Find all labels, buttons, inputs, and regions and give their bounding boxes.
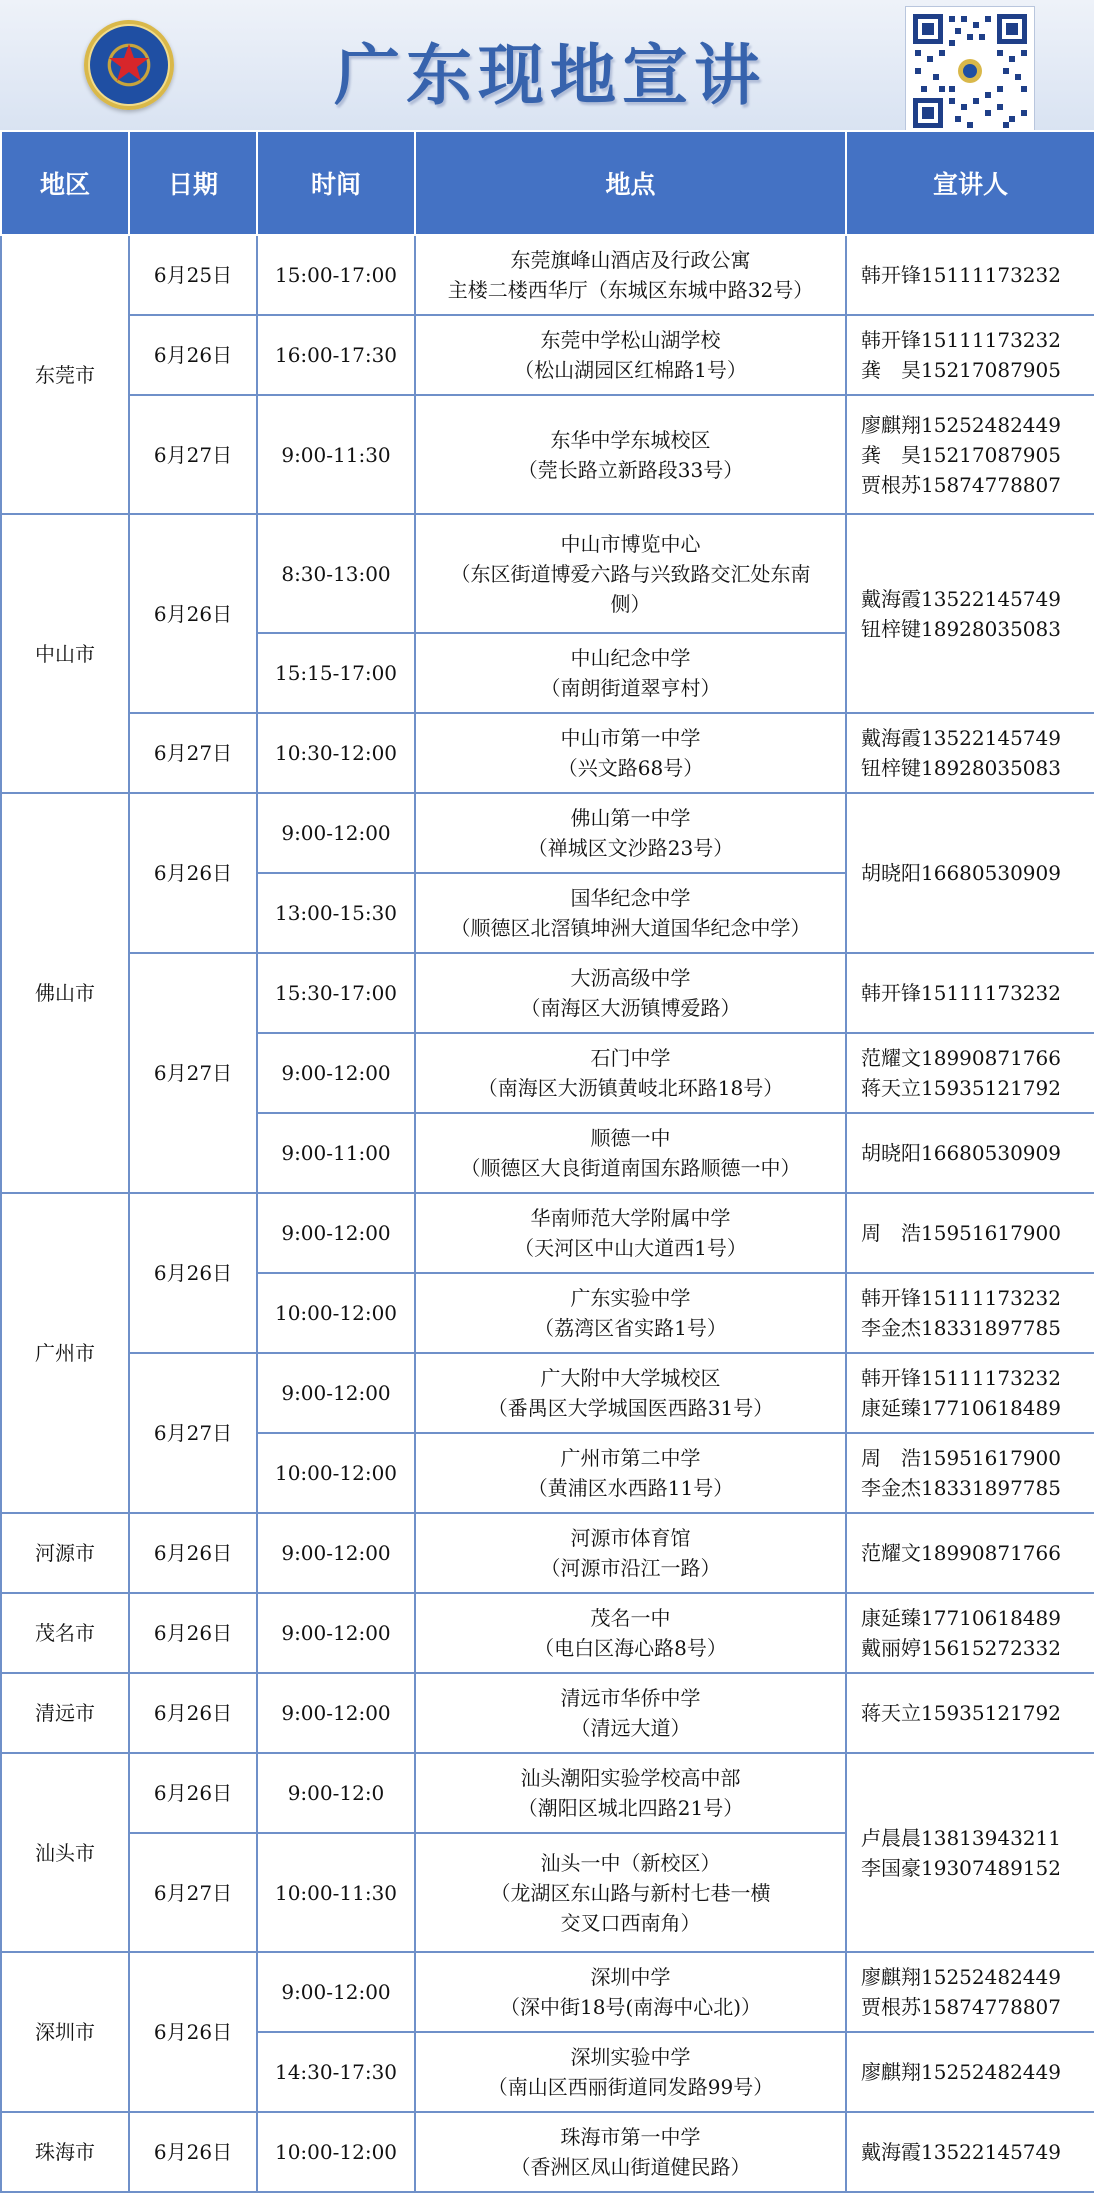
place-name: 中山市博览中心	[560, 531, 701, 556]
speaker-cell	[846, 2032, 1094, 2112]
place-cell	[415, 1513, 846, 1593]
time-cell: 16:00-17:30	[257, 315, 415, 395]
speaker: 贾根苏15874778807	[861, 1995, 1061, 2019]
speaker-cell	[846, 713, 1094, 793]
speaker-cell	[846, 1952, 1094, 2032]
column-header: 地点	[415, 131, 846, 235]
place-cell	[415, 873, 846, 953]
place-address: （莞长路立新路段33号）	[517, 457, 744, 482]
place-address: （清远大道）	[570, 1716, 691, 1740]
time-cell: 9:00-12:00	[257, 1593, 415, 1673]
speaker: 廖麒翔15252482449	[861, 1965, 1061, 1989]
time-cell: 15:15-17:00	[257, 633, 415, 713]
banner	[0, 0, 1094, 130]
place-address: （电白区海心路8号）	[534, 1636, 727, 1660]
date-cell: 6月26日	[129, 2112, 257, 2192]
place-name: 广大附中大学城校区	[540, 1366, 721, 1390]
speaker: 周 浩15951617900	[861, 1221, 1061, 1245]
speaker: 龚 昊15217087905	[861, 442, 1061, 467]
table-row	[1, 395, 1094, 514]
place-name: 东华中学东城校区	[550, 427, 711, 452]
region-cell: 佛山市	[1, 793, 129, 1193]
table-row	[1, 235, 1094, 315]
speaker: 戴海霞13522145749	[861, 586, 1061, 611]
date-cell: 6月26日	[129, 1593, 257, 1673]
place-address: （顺德区大良街道南国东路顺德一中）	[460, 1156, 801, 1180]
place-name: 广东实验中学	[570, 1286, 691, 1310]
speaker-cell	[846, 395, 1094, 514]
table-row	[1, 1593, 1094, 1673]
time-cell: 10:00-12:00	[257, 2112, 415, 2192]
speaker-cell	[846, 1753, 1094, 1952]
place-name: 中山市第一中学	[560, 726, 701, 750]
place-address: 交叉口西南角）	[560, 1910, 701, 1935]
place-cell	[415, 315, 846, 395]
region-cell: 中山市	[1, 514, 129, 793]
column-header: 地区	[1, 131, 129, 235]
place-name: 石门中学	[590, 1046, 671, 1070]
place-name: 茂名一中	[590, 1606, 671, 1630]
date-cell: 6月26日	[129, 793, 257, 953]
table-row	[1, 1952, 1094, 2032]
place-cell	[415, 793, 846, 873]
time-cell: 9:00-11:30	[257, 395, 415, 514]
time-cell: 14:30-17:30	[257, 2032, 415, 2112]
speaker-cell	[846, 793, 1094, 953]
region-cell: 河源市	[1, 1513, 129, 1593]
time-cell: 9:00-12:00	[257, 1673, 415, 1753]
speaker: 贾根苏15874778807	[861, 472, 1061, 497]
speaker-cell	[846, 1193, 1094, 1273]
place-address: （河源市沿江一路）	[540, 1556, 721, 1580]
region-cell: 茂名市	[1, 1593, 129, 1673]
speaker-cell	[846, 235, 1094, 315]
table-row	[1, 1353, 1094, 1433]
place-address: （松山湖园区红棉路1号）	[514, 358, 747, 382]
place-cell	[415, 1273, 846, 1353]
place-name: 珠海市第一中学	[560, 2125, 701, 2149]
speaker: 蒋天立15935121792	[861, 1701, 1061, 1725]
place-name: 华南师范大学附属中学	[530, 1206, 731, 1230]
speaker-cell	[846, 1113, 1094, 1193]
speaker: 范耀文18990871766	[861, 1541, 1061, 1565]
date-cell: 6月26日	[129, 1193, 257, 1353]
place-cell	[415, 395, 846, 514]
place-cell	[415, 1952, 846, 2032]
date-cell: 6月26日	[129, 1753, 257, 1833]
region-cell: 深圳市	[1, 1952, 129, 2112]
speaker-cell	[846, 514, 1094, 713]
time-cell: 13:00-15:30	[257, 873, 415, 953]
place-cell	[415, 1033, 846, 1113]
place-address: （香洲区凤山街道健民路）	[510, 2155, 751, 2179]
university-emblem-icon	[84, 20, 174, 110]
speaker: 胡晓阳16680530909	[861, 861, 1061, 885]
place-name: 东莞旗峰山酒店及行政公寓	[510, 248, 751, 272]
time-cell: 15:30-17:00	[257, 953, 415, 1033]
place-address: 侧）	[610, 591, 651, 616]
table-row	[1, 953, 1094, 1033]
time-cell: 10:30-12:00	[257, 713, 415, 793]
speaker-cell	[846, 1273, 1094, 1353]
date-cell: 6月26日	[129, 1952, 257, 2112]
speaker: 周 浩15951617900	[861, 1446, 1061, 1470]
speaker: 戴海霞13522145749	[861, 726, 1061, 750]
time-cell: 15:00-17:00	[257, 235, 415, 315]
place-cell	[415, 953, 846, 1033]
date-cell: 6月25日	[129, 235, 257, 315]
time-cell: 10:00-12:00	[257, 1433, 415, 1513]
date-cell: 6月27日	[129, 713, 257, 793]
place-cell	[415, 1593, 846, 1673]
place-cell	[415, 235, 846, 315]
place-cell	[415, 713, 846, 793]
place-name: 清远市华侨中学	[560, 1686, 701, 1710]
table-row	[1, 1753, 1094, 1833]
speaker: 康延臻17710618489	[861, 1396, 1061, 1420]
speaker: 韩开锋15111173232	[861, 981, 1061, 1005]
place-cell	[415, 1193, 846, 1273]
speaker-cell	[846, 315, 1094, 395]
place-address: （黄浦区水西路11号）	[527, 1476, 734, 1500]
place-cell	[415, 1433, 846, 1513]
speaker: 廖麒翔15252482449	[861, 412, 1061, 437]
place-cell	[415, 1113, 846, 1193]
place-address: （南山区西丽街道同发路99号）	[487, 2075, 774, 2099]
date-cell: 6月27日	[129, 1833, 257, 1952]
speaker: 戴丽婷15615272332	[861, 1636, 1061, 1660]
region-cell: 东莞市	[1, 235, 129, 514]
place-name: 广州市第二中学	[560, 1446, 701, 1470]
place-name: 汕头一中（新校区）	[540, 1850, 721, 1875]
qr-code-icon[interactable]	[906, 7, 1034, 135]
place-address: （天河区中山大道西1号）	[514, 1236, 747, 1260]
place-cell	[415, 1673, 846, 1753]
speaker-cell	[846, 953, 1094, 1033]
speaker-cell	[846, 1673, 1094, 1753]
table-row	[1, 514, 1094, 633]
date-cell: 6月27日	[129, 395, 257, 514]
speaker: 胡晓阳16680530909	[861, 1141, 1061, 1165]
place-cell	[415, 2112, 846, 2192]
speaker: 戴海霞13522145749	[861, 2140, 1061, 2164]
time-cell: 9:00-12:00	[257, 1033, 415, 1113]
table-row	[1, 1513, 1094, 1593]
date-cell: 6月26日	[129, 1513, 257, 1593]
place-name: 国华纪念中学	[570, 886, 691, 910]
schedule-table	[0, 130, 1094, 2193]
speaker-cell	[846, 1353, 1094, 1433]
speaker-cell	[846, 1033, 1094, 1113]
place-address: （深中街18号(南海中心北)）	[499, 1995, 762, 2019]
place-address: （南海区大沥镇博爱路）	[520, 996, 741, 1020]
date-cell: 6月26日	[129, 514, 257, 713]
place-cell	[415, 1353, 846, 1433]
table-row	[1, 2112, 1094, 2192]
speaker: 韩开锋15111173232	[861, 1366, 1061, 1390]
speaker: 钮梓键18928035083	[861, 756, 1061, 780]
speaker: 康延臻17710618489	[861, 1606, 1061, 1630]
place-name: 深圳中学	[590, 1965, 671, 1989]
time-cell: 8:30-13:00	[257, 514, 415, 633]
place-name: 大沥高级中学	[570, 966, 691, 990]
place-address: 主楼二楼西华厅（东城区东城中路32号）	[447, 278, 814, 302]
speaker: 卢晨晨13813943211	[861, 1825, 1061, 1850]
place-address: （潮阳区城北四路21号）	[517, 1796, 744, 1820]
speaker: 韩开锋15111173232	[861, 1286, 1061, 1310]
place-address: （南海区大沥镇黄岐北环路18号）	[477, 1076, 784, 1100]
region-cell: 广州市	[1, 1193, 129, 1513]
place-name: 东莞中学松山湖学校	[540, 328, 721, 352]
speaker: 龚 昊15217087905	[861, 358, 1061, 382]
speaker: 韩开锋15111173232	[861, 263, 1061, 287]
place-cell	[415, 1833, 846, 1952]
time-cell: 9:00-12:0	[257, 1753, 415, 1833]
table-row	[1, 713, 1094, 793]
table-row	[1, 793, 1094, 873]
speaker: 李金杰18331897785	[861, 1316, 1061, 1340]
place-address: （南朗街道翠亨村）	[540, 676, 721, 700]
column-header: 时间	[257, 131, 415, 235]
place-address: （番禺区大学城国医西路31号）	[487, 1396, 774, 1420]
speaker: 李金杰18331897785	[861, 1476, 1061, 1500]
place-address: （荔湾区省实路1号）	[534, 1316, 727, 1340]
date-cell: 6月26日	[129, 315, 257, 395]
speaker: 钮梓键18928035083	[861, 616, 1061, 641]
page-title: 广东现地宣讲	[334, 37, 766, 114]
speaker-cell	[846, 2112, 1094, 2192]
speaker-cell	[846, 1433, 1094, 1513]
place-cell	[415, 1753, 846, 1833]
speaker: 廖麒翔15252482449	[861, 2060, 1061, 2084]
column-header: 宣讲人	[846, 131, 1094, 235]
speaker-cell	[846, 1513, 1094, 1593]
time-cell: 10:00-11:30	[257, 1833, 415, 1952]
place-address: （兴文路68号）	[557, 756, 704, 780]
place-cell	[415, 2032, 846, 2112]
region-cell: 汕头市	[1, 1753, 129, 1952]
table-row	[1, 315, 1094, 395]
time-cell: 10:00-12:00	[257, 1273, 415, 1353]
place-name: 汕头潮阳实验学校高中部	[520, 1766, 741, 1790]
place-cell	[415, 633, 846, 713]
date-cell: 6月26日	[129, 1673, 257, 1753]
speaker-cell	[846, 1593, 1094, 1673]
table-row	[1, 1193, 1094, 1273]
speaker: 蒋天立15935121792	[861, 1076, 1061, 1100]
date-cell: 6月27日	[129, 1353, 257, 1513]
region-cell: 清远市	[1, 1673, 129, 1753]
time-cell: 9:00-11:00	[257, 1113, 415, 1193]
place-name: 顺德一中	[590, 1126, 671, 1150]
place-address: （龙湖区东山路与新村七巷一横	[490, 1880, 771, 1905]
speaker: 范耀文18990871766	[861, 1046, 1061, 1070]
time-cell: 9:00-12:00	[257, 1193, 415, 1273]
time-cell: 9:00-12:00	[257, 1353, 415, 1433]
place-name: 深圳实验中学	[570, 2045, 691, 2069]
column-header: 日期	[129, 131, 257, 235]
speaker: 李国豪19307489152	[861, 1855, 1061, 1880]
time-cell: 9:00-12:00	[257, 793, 415, 873]
table-row	[1, 1673, 1094, 1753]
place-address: （东区街道博爱六路与兴致路交汇处东南	[450, 561, 811, 586]
place-name: 中山纪念中学	[570, 646, 691, 670]
time-cell: 9:00-12:00	[257, 1513, 415, 1593]
table-header-row	[1, 131, 1094, 235]
speaker: 韩开锋15111173232	[861, 328, 1061, 352]
place-name: 河源市体育馆	[570, 1526, 691, 1550]
place-cell	[415, 514, 846, 633]
place-address: （顺德区北滘镇坤洲大道国华纪念中学）	[450, 916, 811, 940]
place-address: （禅城区文沙路23号）	[527, 836, 734, 860]
date-cell: 6月27日	[129, 953, 257, 1193]
region-cell: 珠海市	[1, 2112, 129, 2192]
place-name: 佛山第一中学	[570, 806, 691, 830]
time-cell: 9:00-12:00	[257, 1952, 415, 2032]
